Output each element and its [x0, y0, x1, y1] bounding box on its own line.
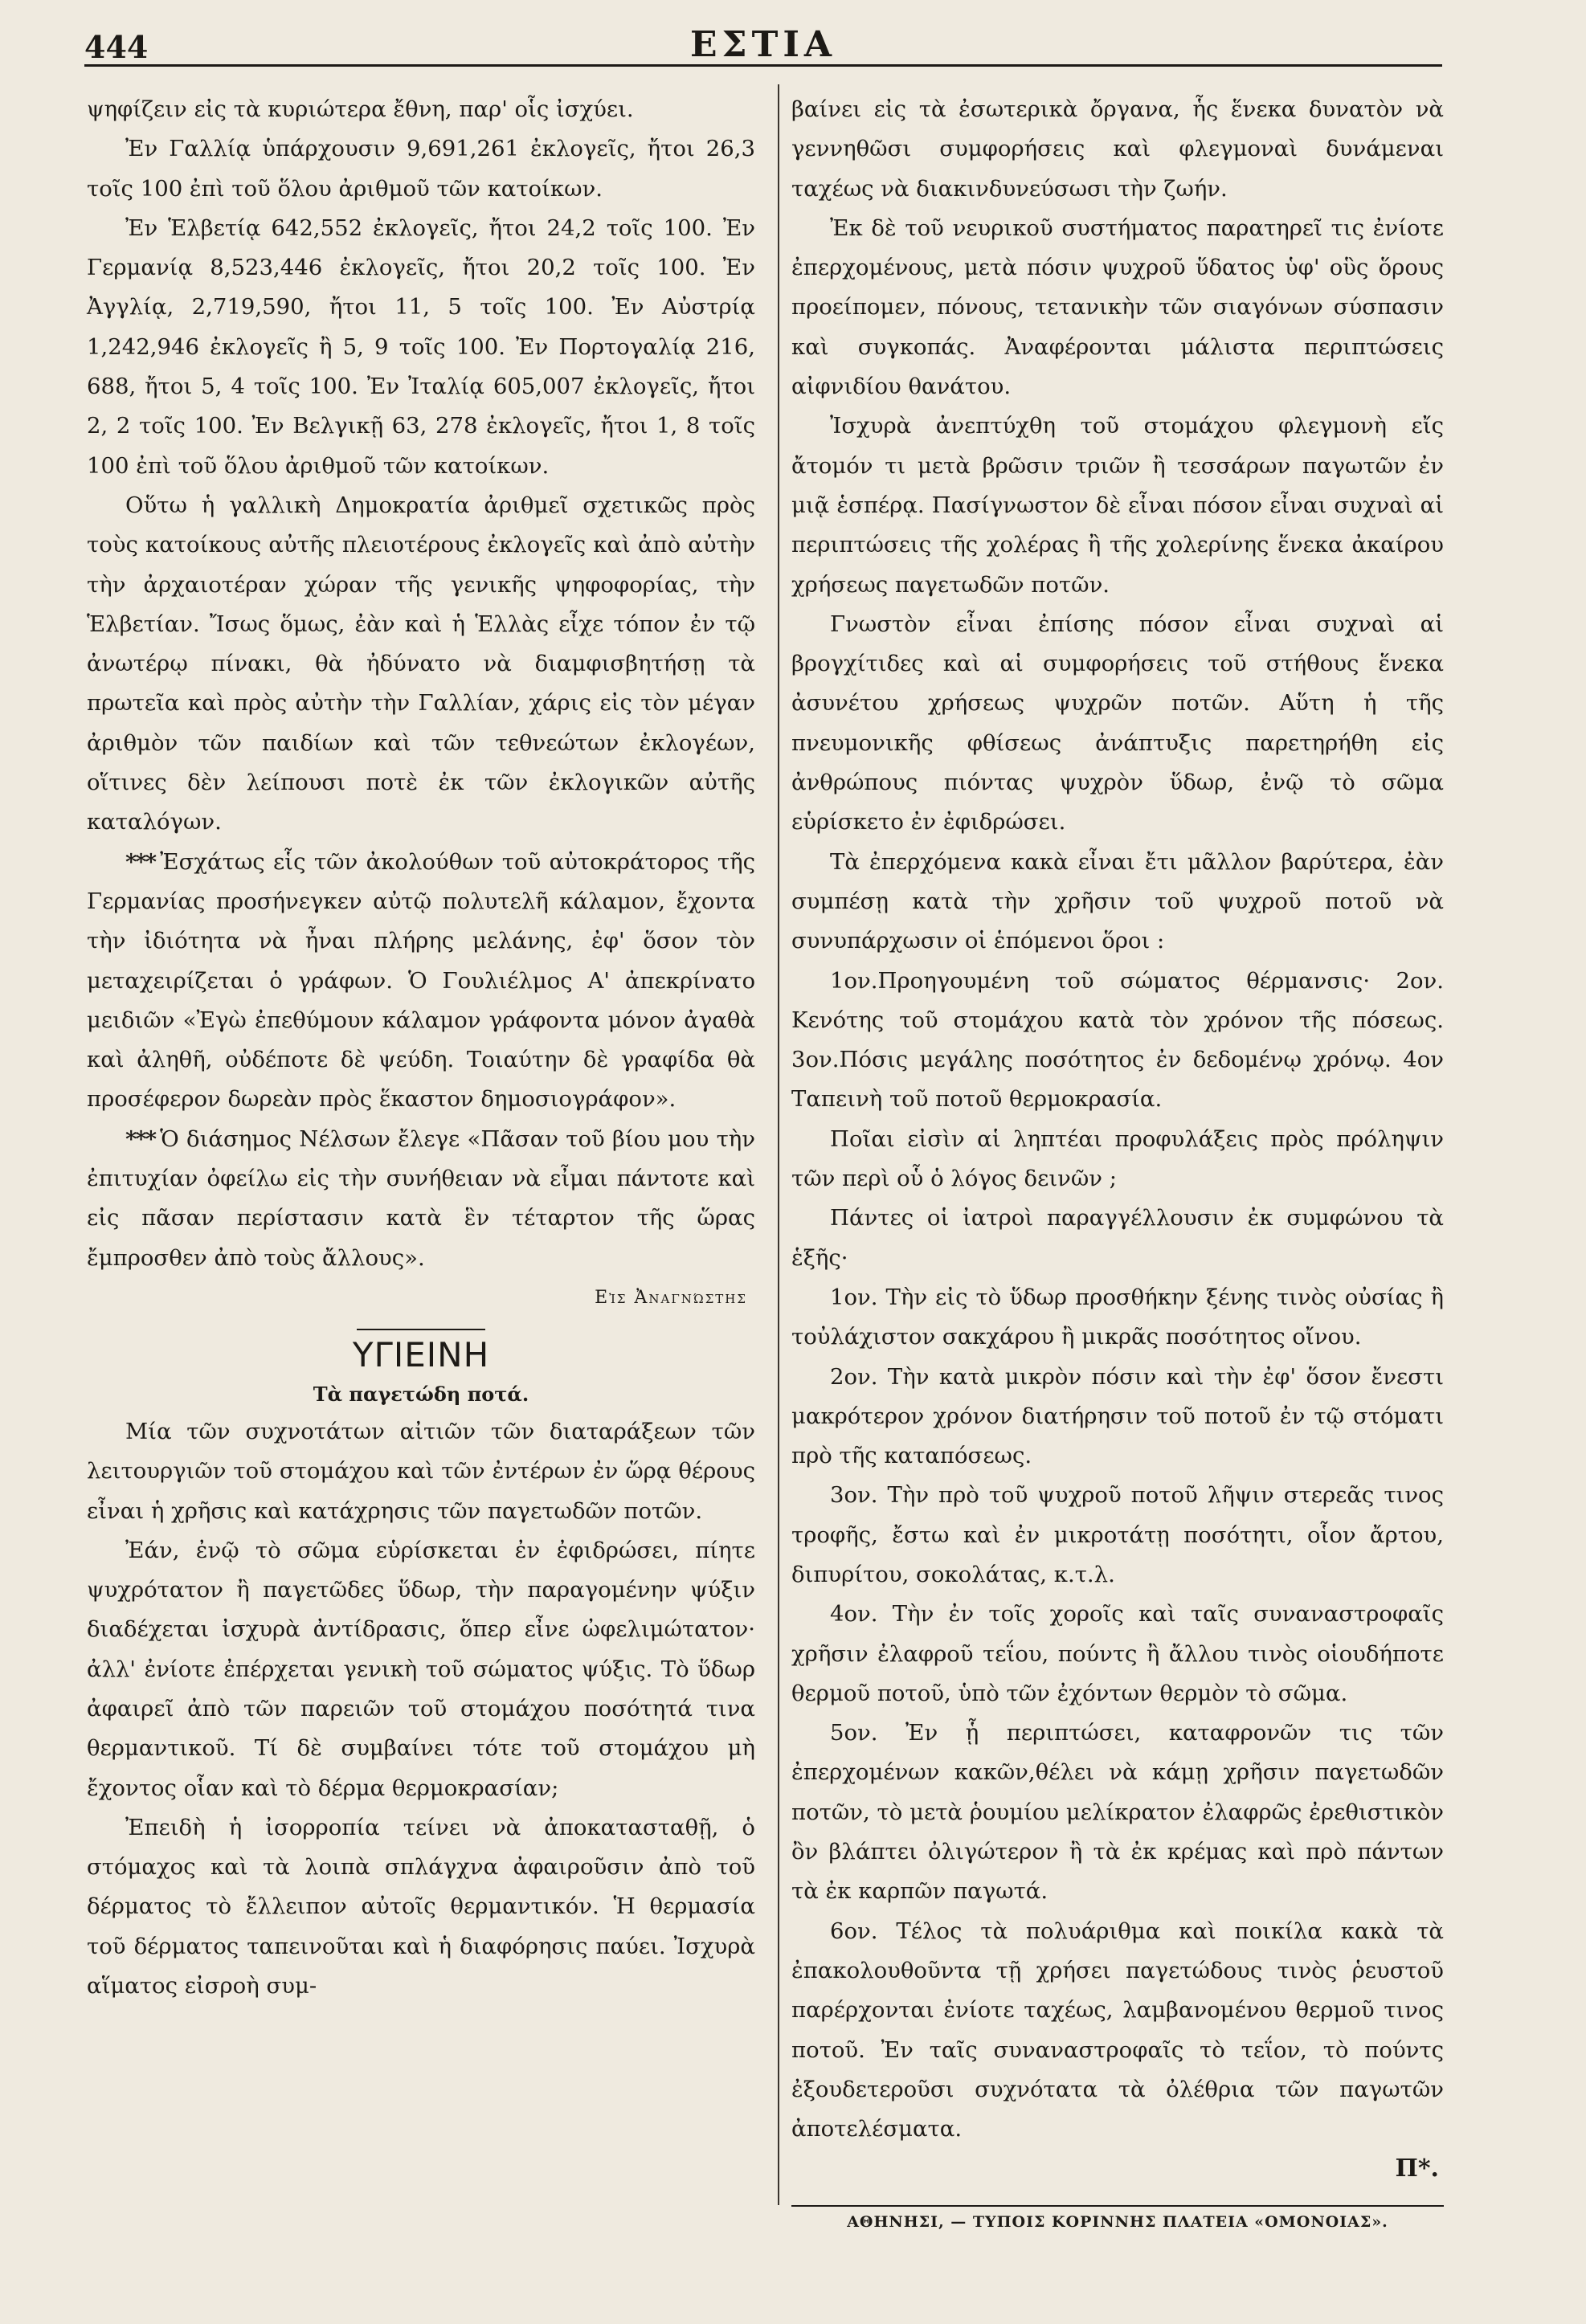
- author-signature: Π*.: [1395, 2154, 1439, 2183]
- paragraph: 6ον. Τέλος τὰ πολυάριθμα καὶ ποικίλα κακὰ τὰ ἐπακολουθοῦντα τῇ χρήσει παγετώδους τινὸς ῥευστοῦ παρέρχονται ἐνίοτε ταχέως, λαμβανομένου θερμοῦ τινος ποτοῦ. Ἐν ταῖς συναναστροφαῖς τὸ τεΐον, τὸ πούντς ἐξουδετεροῦσι συχνότατα τὰ ὀλέθρια τῶν παγωτῶν ἀποτελέσματα.: [791, 1918, 1444, 2142]
- section-title: ΥΓΙΕΙΝΗ: [352, 1334, 490, 1374]
- left-column: [87, 90, 755, 2006]
- paragraph: Γνωστὸν εἶναι ἐπίσης πόσον εἶναι συχναὶ αἱ βρογχίτιδες καὶ αἱ συμφορήσεις τοῦ στήθους ἕνεκα ἀσυνέτου χρήσεως ψυχρῶν ποτῶν. Αὕτη ἡ τῆς πνευμονικῆς φθίσεως ἀνάπτυξις παρετηρήθη εἰς ἀνθρώπους πιόντας ψυχρὸν ὕδωρ, ἐνῷ τὸ σῶμα εὑρίσκετο ἐν ἐφιδρώσει.: [791, 611, 1444, 835]
- paragraph-text: Ὁ διάσημος Νέλσων ἔλεγε «Πᾶσαν τοῦ βίου μου τὴν ἐπιτυχίαν ὀφείλω εἰς τὴν συνήθειαν νὰ εἶμαι πάντοτε καὶ εἰς πᾶσαν περίστασιν κατὰ ἓν τέταρτον τῆς ὥρας ἔμπροσθεν ἀπὸ τοὺς ἄλλους».: [87, 1125, 755, 1271]
- paragraph: 3ον. Τὴν πρὸ τοῦ ψυχροῦ ποτοῦ λῆψιν στερεᾶς τινος τροφῆς, ἔστω καὶ ἐν μικροτάτῃ ποσότητι, οἷον ἄρτου, διπυρίτου, σοκολάτας, κ.τ.λ.: [791, 1482, 1444, 1587]
- paragraph: 1ον.Προηγουμένη τοῦ σώματος θέρμανσις· 2ον. Κενότης τοῦ στομάχου κατὰ τὸν χρόνον τῆς πόσεως. 3ον.Πόσις μεγάλης ποσότητος ἐν δεδομένῳ χρόνῳ. 4ον Ταπεινὴ τοῦ ποτοῦ θερμοκρασία.: [791, 967, 1444, 1113]
- paragraph: βαίνει εἰς τὰ ἐσωτερικὰ ὄργανα, ἧς ἕνεκα δυνατὸν νὰ γεννηθῶσι συμφορήσεις καὶ φλεγμοναὶ δυνάμεναι ταχέως νὰ διακινδυνεύσωσι τὴν ζωήν.: [791, 96, 1444, 202]
- section-rule: [357, 1329, 485, 1330]
- paragraph: Πάντες οἱ ἰατροὶ παραγγέλλουσιν ἐκ συμφώνου τὰ ἑξῆς·: [791, 1205, 1444, 1271]
- paragraph: Ἐάν, ἐνῷ τὸ σῶμα εὑρίσκεται ἐν ἐφιδρώσει, πίητε ψυχρότατον ἢ παγετῶδες ὕδωρ, τὴν παραγομένην ψύξιν διαδέχεται ἰσχυρὰ ἀντίδρασις, ὅπερ εἶνε ὠφελιμώτατον· ἀλλ' ἐνίοτε ἐπέρχεται γενικὴ τοῦ σώματος ψύξις. Τὸ ὕδωρ ἀφαιρεῖ ἀπὸ τῶν παρειῶν τοῦ στομάχου ποσότητά τινα θερμαντικοῦ. Τί δὲ συμβαίνει τότε τοῦ στομάχου μὴ ἔχοντος οἷαν καὶ τὸ δέρμα θερμοκρασίαν;: [87, 1537, 755, 1801]
- paragraph: 2ον. Τὴν κατὰ μικρὸν πόσιν καὶ τὴν ἐφ' ὅσον ἔνεστι μακρότερον χρόνον διατήρησιν τοῦ ποτοῦ ἐν τῷ στόματι πρὸ τῆς καταπόσεως.: [791, 1363, 1444, 1469]
- paragraph-text: Ἐσχάτως εἷς τῶν ἀκολούθων τοῦ αὐτοκράτορος τῆς Γερμανίας προσήνεγκεν αὐτῷ πολυτελῆ κάλαμον, ἔχοντα τὴν ἰδιότητα νὰ ἦναι πλήρης μελάνης, ἐφ' ὅσον τὸν μεταχειρίζεται ὁ γράφων. Ὁ Γουλιέλμος Α' ἀπεκρίνατο μειδιῶν «Ἐγὼ ἐπεθύμουν κάλαμον γράφοντα μόνον ἀγαθὰ καὶ ἀληθῆ, οὐδέποτε δὲ ψεύδη. Τοιαύτην δὲ γραφίδα θὰ προσέφερον δωρεὰν πρὸς ἕκαστον δημοσιογράφον».: [87, 848, 755, 1113]
- article-signature: Εἰς Ἀναγνώστης: [595, 1287, 747, 1308]
- paragraph: Μία τῶν συχνοτάτων αἰτιῶν τῶν διαταράξεων τῶν λειτουργιῶν τοῦ στομάχου καὶ τῶν ἐντέρων ἐν ὥρᾳ θέρους εἶναι ἡ χρῆσις καὶ κατάχρησις τῶν παγετωδῶν ποτῶν.: [87, 1418, 755, 1524]
- column-divider: [778, 84, 779, 2205]
- right-column: [791, 90, 1444, 2189]
- paragraph: ψηφίζειν εἰς τὰ κυριώτερα ἔθνη, παρ' οἷς ἰσχύει.: [87, 96, 634, 122]
- printer-imprint: ΑΘΗΝΗΣΙ, — ΤΥΠΟΙΣ ΚΟΡΙΝΝΗΣ ΠΛΑΤΕΙΑ «ΟΜΟΝΟΙΑΣ».: [847, 2213, 1388, 2231]
- section-subtitle: Τὰ παγετώδη ποτά.: [313, 1382, 529, 1406]
- paragraph: [87, 1120, 755, 1278]
- paragraph: Ἐν Ἑλβετίᾳ 642,552 ἐκλογεῖς, ἤτοι 24,2 τοῖς 100. Ἐν Γερμανίᾳ 8,523,446 ἐκλογεῖς, ἤτοι 20,2 τοῖς 100. Ἐν Ἀγγλίᾳ, 2,719,590, ἤτοι 11, 5 τοῖς 100. Ἐν Αὐστρίᾳ 1,242,946 ἐκλογεῖς ἢ 5, 9 τοῖς 100. Ἐν Πορτογαλίᾳ 216, 688, ἤτοι 5, 4 τοῖς 100. Ἐν Ἰταλίᾳ 605,007 ἐκλογεῖς, ἤτοι 2, 2 τοῖς 100. Ἐν Βελγικῇ 63, 278 ἐκλογεῖς, ἤτοι 1, 8 τοῖς 100 ἐπὶ τοῦ ὅλου ἀριθμοῦ τῶν κατοίκων.: [87, 214, 755, 479]
- paragraph: Ἐν Γαλλίᾳ ὑπάρχουσιν 9,691,261 ἐκλογεῖς, ἤτοι 26,3 τοῖς 100 ἐπὶ τοῦ ὅλου ἀριθμοῦ τῶν κατοίκων.: [87, 136, 755, 202]
- paragraph: 5ον. Ἐν ᾗ περιπτώσει, καταφρονῶν τις τῶν ἐπερχομένων κακῶν,θέλει νὰ κάμῃ χρῆσιν παγετωδῶν ποτῶν, τὸ μετὰ ῥουμίου μελίκρατον ἐλαφρῶς ἐρεθιστικὸν ὂν βλάπτει ὀλιγώτερον ἢ τὰ ἐκ κρέμας καὶ πρὸ πάντων τὰ ἐκ καρπῶν παγωτά.: [791, 1720, 1444, 1905]
- paragraph: 4ον. Τὴν ἐν τοῖς χοροῖς καὶ ταῖς συναναστροφαῖς χρῆσιν ἐλαφροῦ τεΐου, πούντς ἢ ἄλλου τινὸς οἱουδήποτε θερμοῦ ποτοῦ, ὑπὸ τῶν ἐχόντων θερμὸν τὸ σῶμα.: [791, 1601, 1444, 1706]
- page-number: 444: [84, 29, 149, 65]
- paragraph: 1ον. Τὴν εἰς τὸ ὕδωρ προσθήκην ξένης τινὸς οὐσίας ἢ τοὐλάχιστον σακχάρου ἢ μικρᾶς ποσότητος οἴνου.: [791, 1284, 1444, 1350]
- paragraph: Ἰσχυρὰ ἀνεπτύχθη τοῦ στομάχου φλεγμονὴ εἴς ἄτομόν τι μετὰ βρῶσιν τριῶν ἢ τεσσάρων παγωτῶν ἐν μιᾷ ἑσπέρᾳ. Πασίγνωστον δὲ εἶναι πόσον εἶναι συχναὶ αἱ περιπτώσεις τῆς χολέρας ἢ τῆς χολερίνης ἕνεκα ἀκαίρου χρήσεως παγετωδῶν ποτῶν.: [791, 413, 1444, 598]
- paragraph: Οὕτω ἡ γαλλικὴ Δημοκρατία ἀριθμεῖ σχετικῶς πρὸς τοὺς κατοίκους αὐτῆς πλειοτέρους ἐκλογεῖς καὶ ἀπὸ αὐτὴν τὴν ἀρχαιοτέραν χώραν τῆς γενικῆς ψηφοφορίας, τὴν Ἑλβετίαν. Ἴσως ὅμως, ἐὰν καὶ ἡ Ἑλλὰς εἶχε τόπον ἐν τῷ ἀνωτέρῳ πίνακι, θὰ ἠδύνατο νὰ διαμφισβητήσῃ τὰ πρωτεῖα καὶ πρὸς αὐτὴν τὴν Γαλλίαν, χάρις εἰς τὸν μέγαν ἀριθμὸν τῶν παιδίων καὶ τῶν τεθνεώτων ἐκλογέων, οἵτινες δὲν λείπουσι ποτὲ ἐκ τῶν ἐκλογικῶν αὐτῆς καταλόγων.: [87, 492, 755, 835]
- header-rule: [84, 64, 1442, 67]
- paragraph: Ποῖαι εἰσὶν αἱ ληπτέαι προφυλάξεις πρὸς πρόληψιν τῶν περὶ οὗ ὁ λόγος δεινῶν ;: [791, 1125, 1444, 1192]
- paragraph: Τὰ ἐπερχόμενα κακὰ εἶναι ἔτι μᾶλλον βαρύτερα, ἐὰν συμπέσῃ κατὰ τὴν χρῆσιν τοῦ ψυχροῦ ποτοῦ νὰ συνυπάρχωσιν οἱ ἑπόμενοι ὅροι :: [791, 848, 1444, 954]
- paragraph: Ἐπειδὴ ἡ ἰσορροπία τείνει νὰ ἀποκατασταθῇ, ὁ στόμαχος καὶ τὰ λοιπὰ σπλάγχνα ἀφαιροῦσιν ἀπὸ τοῦ δέρματος τὸ ἔλλειπον αὐτοῖς θερμαντικόν. Ἡ θερμασία τοῦ δέρματος ταπεινοῦται καὶ ἡ διαφόρησις παύει. Ἰσχυρὰ αἵματος εἰσροὴ συμ-: [87, 1814, 755, 1999]
- paragraph: Ἐκ δὲ τοῦ νευρικοῦ συστήματος παρατηρεῖ τις ἐνίοτε ἐπερχομένους, μετὰ πόσιν ψυχροῦ ὕδατος ὑφ' οὓς ὅρους προείπομεν, πόνους, τετανικὴν τῶν σιαγόνων σύσπασιν καὶ συγκοπάς. Ἀναφέρονται μάλιστα περιπτώσεις αἰφνιδίου θανάτου.: [791, 214, 1444, 400]
- section-mark: ***: [125, 1125, 156, 1152]
- journal-title: ΕΣΤΙΑ: [689, 24, 837, 65]
- section-mark: ***: [125, 848, 156, 875]
- footer-rule: [791, 2205, 1444, 2207]
- paragraph: [87, 843, 755, 1120]
